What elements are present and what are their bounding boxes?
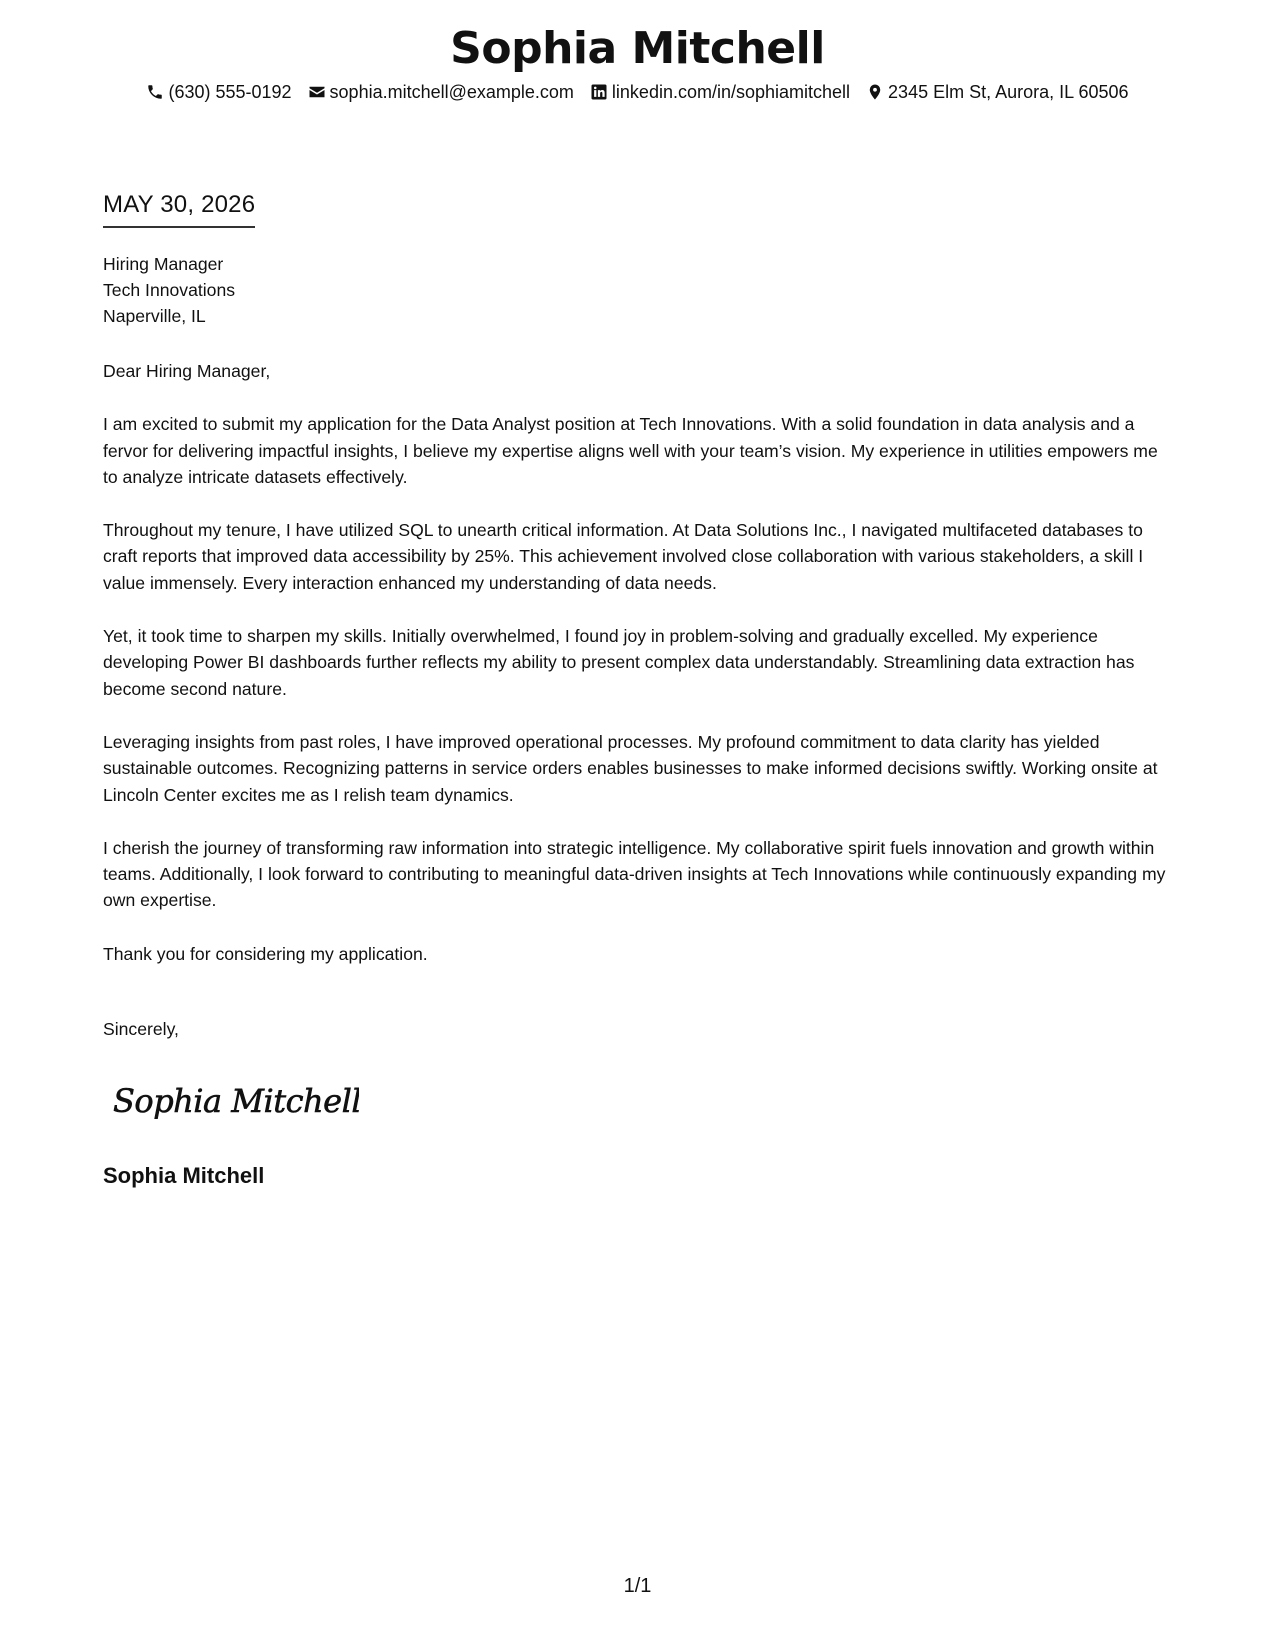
letterhead	[0, 22, 1275, 104]
paragraph: I am excited to submit my application for the Data Analyst position at Tech Innovations. With a solid foundation in data analysis and a fervor for delivering impactful insights, I believe my expertise aligns well with your team’s vision. My experience in utilities empowers me to analyze intricate datasets effectively.	[103, 414, 1158, 487]
paragraph: Leveraging insights from past roles, I have improved operational processes. My profound commitment to data clarity has yielded sustainable outcomes. Recognizing patterns in service orders enables businesses to make informed decisions swiftly. Working onsite at Lincoln Center excites me as I relish team dynamics.	[103, 731, 1158, 805]
contact-info	[0, 80, 1275, 104]
signed-name: Sophia Mitchell	[103, 1163, 265, 1188]
salutation: Dear Hiring Manager,	[103, 361, 271, 381]
phone-icon	[146, 83, 164, 101]
letter-text	[103, 358, 1173, 994]
paragraph: Yet, it took time to sharpen my skills. Initially overwhelmed, I found joy in problem-solving and gradually excelled. My experience developing Power BI dashboards further reflects my ability to present complex data understandably. Streamlining data extraction has become second nature.	[103, 626, 1135, 699]
letter-date: MAY 30, 2026	[103, 190, 255, 228]
street-address: 2345 Elm St, Aurora, IL 60506	[888, 82, 1129, 102]
svg-text:Sophia Mitchell: Sophia Mitchell	[113, 1082, 359, 1120]
handwritten-signature	[109, 1070, 359, 1130]
linkedin-url: linkedin.com/in/sophiamitchell	[611, 82, 851, 102]
page-number: 1/1	[623, 1575, 652, 1597]
recipient-company: Tech Innovations	[103, 280, 236, 300]
contact-email	[308, 80, 574, 104]
contact-address	[866, 80, 1129, 104]
applicant-name: Sophia Mitchell	[450, 23, 825, 74]
map-pin-icon	[866, 83, 884, 101]
contact-phone	[146, 80, 291, 104]
envelope-icon	[308, 83, 326, 101]
recipient-location: Naperville, IL	[103, 306, 206, 326]
phone-number: (630) 555-0192	[168, 82, 292, 102]
paragraph: I cherish the journey of transforming raw information into strategic intelligence. My collaborative spirit fuels innovation and growth within teams. Additionally, I look forward to contributing to meaningful data-driven insights at Tech Innovations while continuously expanding my own expertise.	[103, 837, 1166, 911]
paragraph: Throughout my tenure, I have utilized SQL to unearth critical information. At Data Solutions Inc., I navigated multifaceted databases to craft reports that improved data accessibility by 25%. This achievement involved close collaboration with various stakeholders, a skill I value immensely. Every interaction enhanced my understanding of data needs.	[103, 520, 1144, 593]
email-address: sophia.mitchell@example.com	[329, 82, 574, 102]
recipient-title: Hiring Manager	[103, 254, 224, 274]
recipient-block	[103, 251, 235, 329]
linkedin-icon	[590, 83, 608, 101]
signature-drawing	[109, 1070, 359, 1130]
closing: Sincerely,	[103, 1019, 179, 1039]
contact-linkedin	[590, 80, 850, 104]
thank-you-line: Thank you for considering my application.	[103, 943, 428, 964]
